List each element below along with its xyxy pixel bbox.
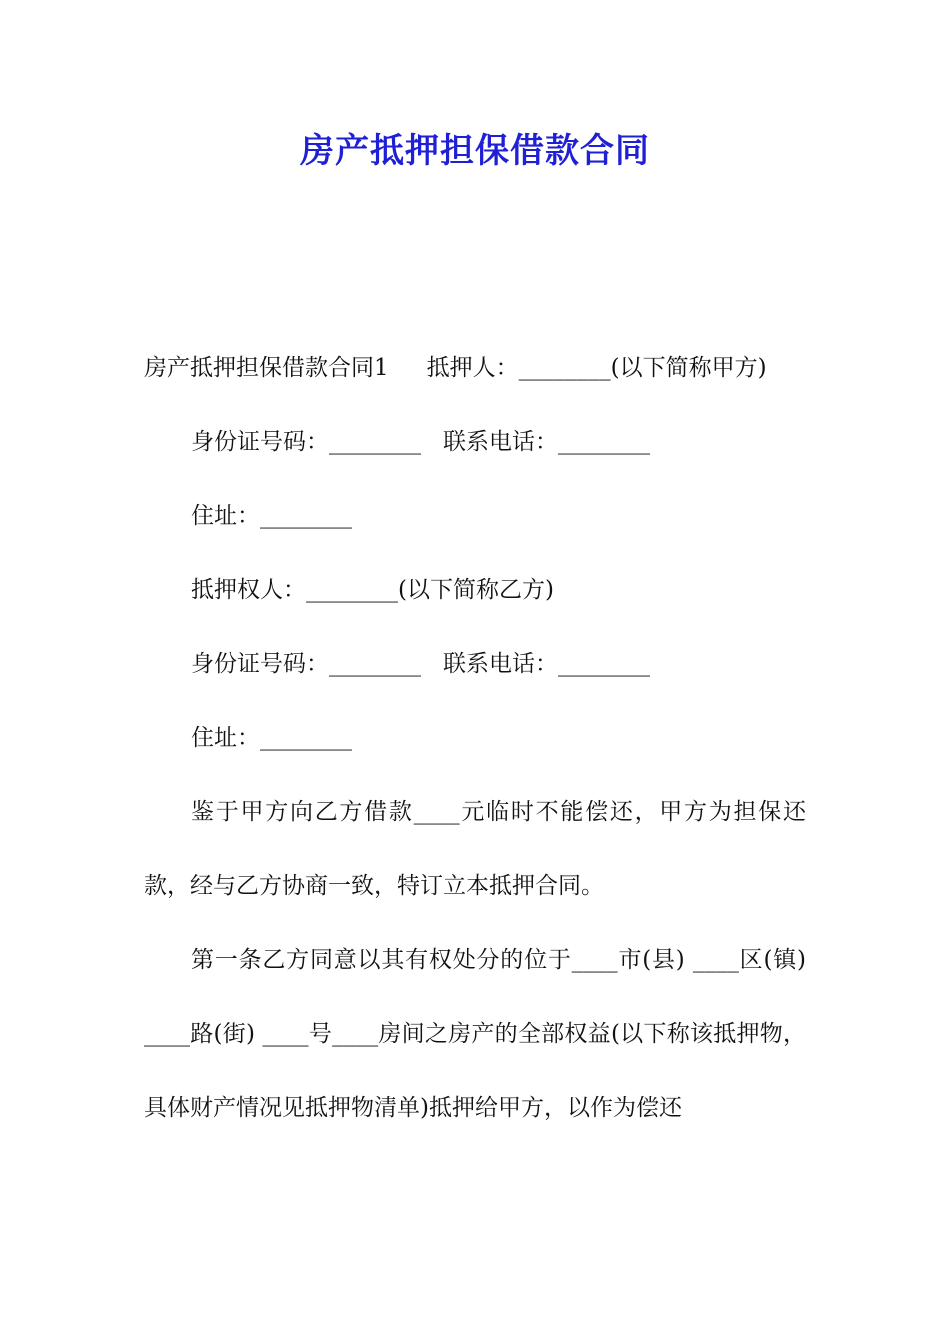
- mortgagor-contact: [144, 405, 806, 479]
- document-body: [144, 331, 806, 1145]
- intro-paragraph: [144, 331, 806, 405]
- mortgagor-address-field: 住址：________: [191, 503, 352, 529]
- contract-heading-inline: 房产抵押担保借款合同1: [144, 355, 389, 381]
- article-one-paragraph: 第一条乙方同意以其有权处分的位于____市(县) ____区(镇) ____路(街) ____号____房间之房产的全部权益(以下称该抵押物，具体财产情况见抵押物清单)抵押给甲方，以作为偿还: [144, 947, 806, 1121]
- mortgagor-phone-field: 联系电话：________: [443, 429, 650, 455]
- preamble-paragraph: 鉴于甲方向乙方借款____元临时不能偿还，甲方为担保还款，经与乙方协商一致，特订立本抵押合同。: [144, 799, 806, 899]
- mortgagee-phone-field: 联系电话：________: [443, 651, 650, 677]
- mortgagee-contact: [144, 627, 806, 701]
- mortgagee-id-field: 身份证号码：________: [191, 651, 421, 677]
- mortgagor-line: 抵押人：________(以下简称甲方): [426, 355, 767, 381]
- mortgagee-line: 抵押权人：________(以下简称乙方): [191, 577, 554, 603]
- document-title: 房产抵押担保借款合同: [300, 131, 650, 171]
- mortgagee-address-field: 住址：________: [191, 725, 352, 751]
- mortgagor-id-field: 身份证号码：________: [191, 429, 421, 455]
